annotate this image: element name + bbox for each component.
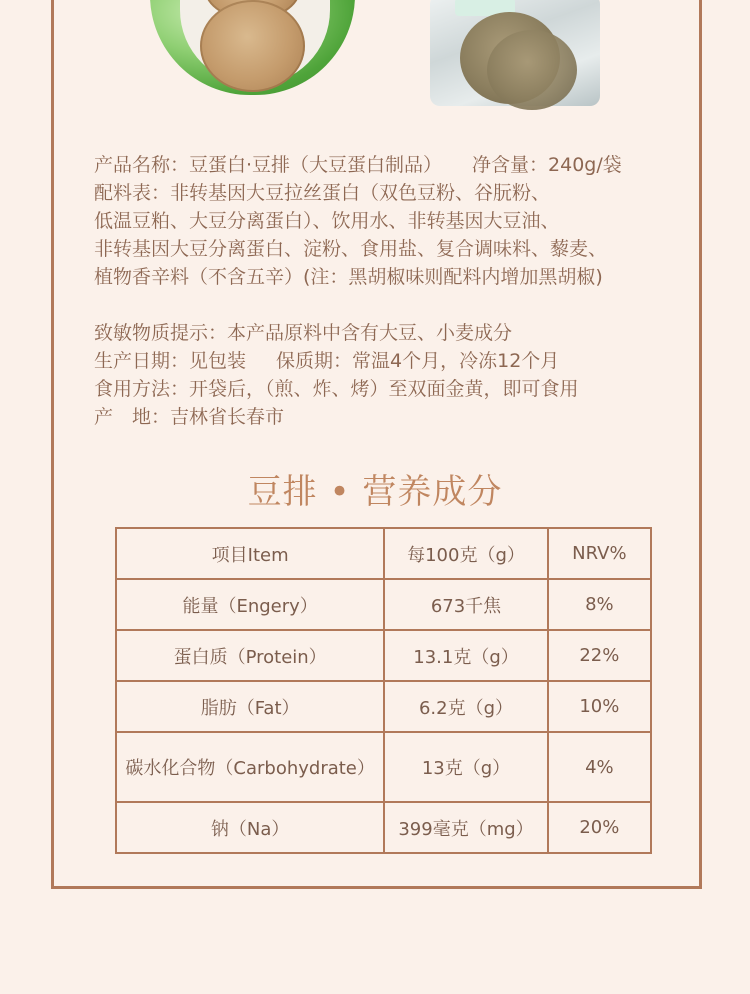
shelf-life: 保质期：常温4个月，冷冻12个月 [276,350,560,372]
nutrient-nrv: 10% [548,681,651,732]
nutrient-amount: 13.1克（g） [384,630,547,681]
header-cell: NRV% [548,528,651,579]
ingredients-line: 低温豆粕、大豆分离蛋白）、饮用水、非转基因大豆油、 [94,210,560,232]
patty [487,30,577,110]
nutrient-nrv: 4% [548,732,651,802]
origin: 产 地：吉林省长春市 [94,406,285,428]
nutrition-title: 豆排 • 营养成分 [247,472,503,512]
table-row [116,579,651,630]
ingredients-line: 非转基因大豆分离蛋白、淀粉、食用盐、复合调味料、藜麦、 [94,238,608,260]
product-name: 产品名称：豆蛋白·豆排（大豆蛋白制品） [94,154,443,176]
nutrient-name: 碳水化合物（Carbohydrate） [116,732,384,802]
table-row [116,681,651,732]
nutrient-name: 钠（Na） [116,802,384,853]
production-date: 生产日期：见包装 [94,350,247,372]
nutrient-name: 能量（Engery） [116,579,384,630]
usage-instructions: 食用方法：开袋后，（煎、炸、烤）至双面金黄，即可食用 [94,378,579,400]
ingredients-line: 植物香辛料（不含五辛）(注：黑胡椒味则配料内增加黑胡椒) [94,266,603,288]
vacuum-packed-patties-image [425,0,605,112]
nutrient-nrv: 22% [548,630,651,681]
nutrient-amount: 6.2克（g） [384,681,547,732]
net-content: 净含量：240g/袋 [472,154,622,176]
patties-on-lettuce-image [150,0,360,110]
product-name-line [94,151,694,179]
nutrient-amount: 13克（g） [384,732,547,802]
table-row [116,732,651,802]
product-info [94,151,694,431]
nutrient-amount: 673千焦 [384,579,547,630]
header-cell: 项目Item [116,528,384,579]
patty [200,0,305,92]
header-cell: 每100克（g） [384,528,547,579]
nutrient-nrv: 20% [548,802,651,853]
nutrient-nrv: 8% [548,579,651,630]
nutrient-name: 脂肪（Fat） [116,681,384,732]
table-header-row [116,528,651,579]
date-shelf-line [94,347,694,375]
nutrition-table [115,527,652,854]
ingredients-line: 配料表：非转基因大豆拉丝蛋白（双色豆粉、谷朊粉、 [94,182,551,204]
nutrient-amount: 399毫克（mg） [384,802,547,853]
table-row [116,802,651,853]
nutrient-name: 蛋白质（Protein） [116,630,384,681]
table-row [116,630,651,681]
allergen-notice: 致敏物质提示：本产品原料中含有大豆、小麦成分 [94,322,513,344]
